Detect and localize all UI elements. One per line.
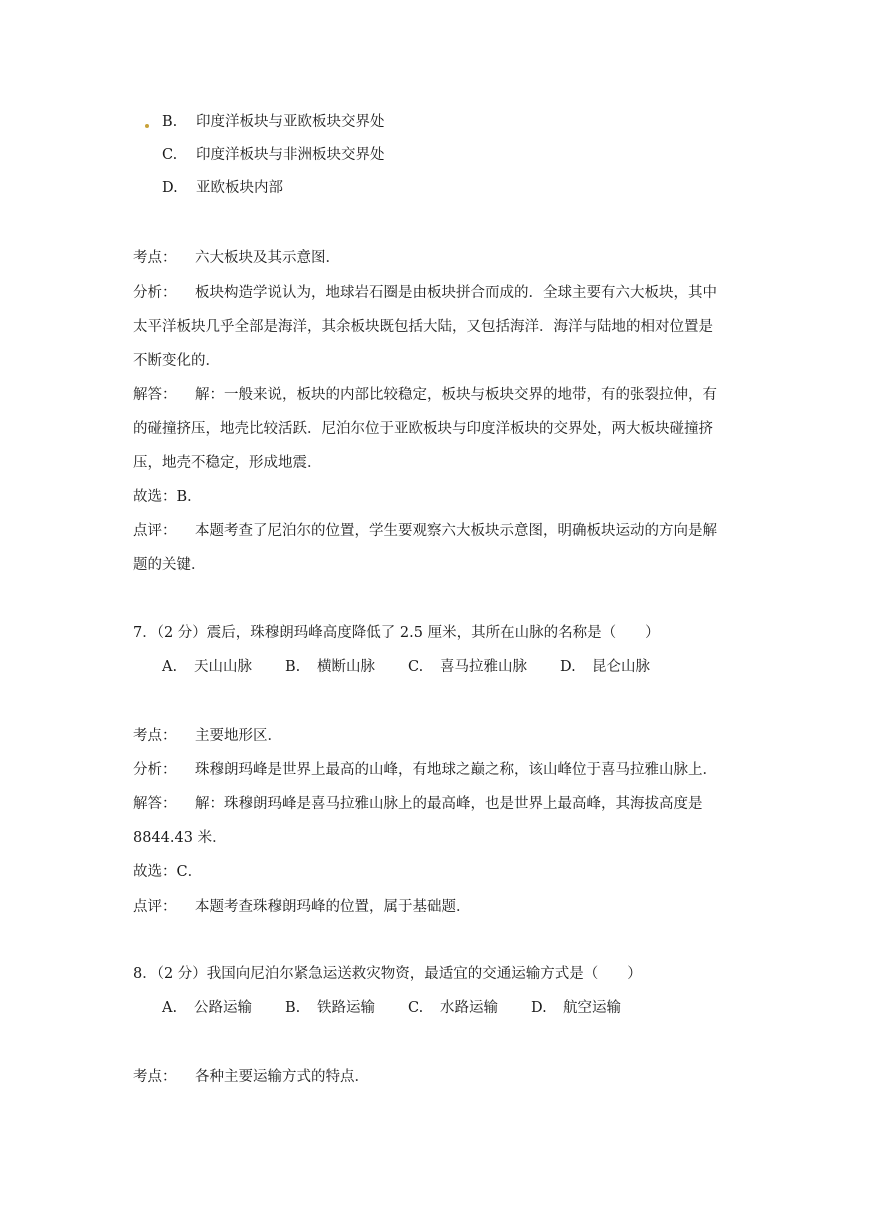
q7-option-c: C. 喜马拉雅山脉 (408, 659, 527, 675)
q6-jieda-line-1: 解答： 解：一般来说，板块的内部比较稳定，板块与板块交界的地带，有的张裂拉伸，有 (133, 387, 717, 403)
q6-kaodian: 考点： 六大板块及其示意图． (133, 250, 340, 266)
q7-fenxi: 分析： 珠穆朗玛峰是世界上最高的山峰，有地球之巅之称，该山峰位于喜马拉雅山脉上． (133, 762, 717, 778)
q8-option-b: B. 铁路运输 (285, 1000, 375, 1016)
decorative-dot (145, 124, 149, 128)
q6-jieda-line-2: 的碰撞挤压，地壳比较活跃．尼泊尔位于亚欧板块与印度洋板块的交界处，两大板块碰撞挤 (133, 421, 713, 437)
q7-dianping: 点评： 本题考查珠穆朗玛峰的位置，属于基础题． (133, 899, 471, 915)
q6-fenxi-line-3: 不断变化的． (133, 353, 220, 369)
q7-option-a: A. 天山山脉 (162, 659, 252, 675)
q7-jieda-line-1: 解答： 解：珠穆朗玛峰是喜马拉雅山脉上的最高峰，也是世界上最高峰，其海拔高度是 (133, 796, 703, 812)
q8-options (162, 998, 621, 1018)
q8-kaodian: 考点： 各种主要运输方式的特点． (133, 1069, 369, 1085)
q6-jieda-line-3: 压，地壳不稳定，形成地震． (133, 455, 322, 471)
q7-options (162, 657, 650, 677)
q8-option-c: C. 水路运输 (408, 1000, 498, 1016)
q8-option-d: D. 航空运输 (531, 1000, 621, 1016)
q7-kaodian: 考点： 主要地形区． (133, 728, 282, 744)
q7-jieda-line-2: 8844.43 米． (133, 830, 227, 846)
q7-answer: 故选：C． (133, 864, 203, 880)
q7-question: 7．（2 分）震后，珠穆朗玛峰高度降低了 2.5 厘米，其所在山脉的名称是（ ） (133, 625, 660, 641)
q8-question: 8．（2 分）我国向尼泊尔紧急运送救灾物资，最适宜的交通运输方式是（ ） (133, 966, 642, 982)
option-d: D. 亚欧板块内部 (162, 180, 283, 196)
q7-option-d: D. 昆仑山脉 (560, 659, 650, 675)
q6-answer: 故选：B． (133, 489, 202, 505)
option-b: B. 印度洋板块与亚欧板块交界处 (162, 114, 385, 130)
option-c: C. 印度洋板块与非洲板块交界处 (162, 147, 385, 163)
q7-option-b: B. 横断山脉 (285, 659, 375, 675)
q6-dianping-line-2: 题的关键． (133, 557, 206, 573)
q8-option-a: A. 公路运输 (162, 1000, 252, 1016)
q6-dianping-line-1: 点评： 本题考查了尼泊尔的位置，学生要观察六大板块示意图，明确板块运动的方向是解 (133, 523, 717, 539)
q6-fenxi-line-2: 太平洋板块几乎全部是海洋，其余板块既包括大陆，又包括海洋．海洋与陆地的相对位置是 (133, 319, 713, 335)
q6-fenxi-line-1: 分析： 板块构造学说认为，地球岩石圈是由板块拼合而成的．全球主要有六大板块，其中 (133, 285, 717, 301)
